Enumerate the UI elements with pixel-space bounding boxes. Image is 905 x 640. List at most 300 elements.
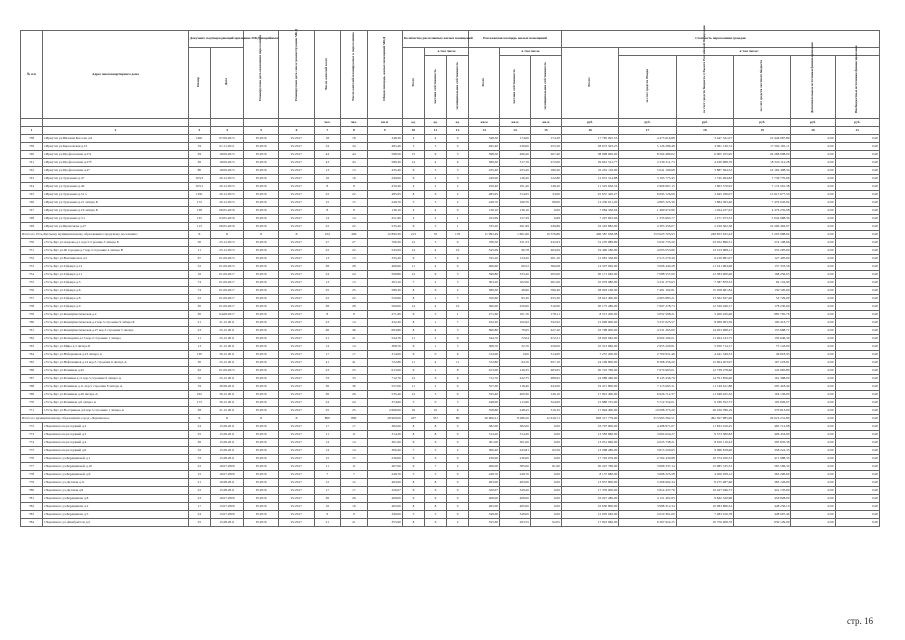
- cell-no: 21: [188, 479, 210, 487]
- cell-c4: 75 143,00: [734, 343, 791, 351]
- cell-pl: IV.2016: [243, 223, 278, 231]
- header-document: Документ, подтверждающий признание МКД аварийным: [188, 31, 243, 48]
- cell-a1: 335,20: [469, 255, 500, 263]
- cell-pr: 8: [424, 479, 446, 487]
- cell-c2: 4 531 265,00: [619, 327, 676, 335]
- cell-c6: 0,00: [835, 135, 879, 143]
- cell-pr: 0: [424, 399, 446, 407]
- cell-pl: IV.2016: [243, 247, 278, 255]
- cell-a2: 157,29: [500, 215, 531, 223]
- cell-area: 535,20: [367, 223, 402, 231]
- cell-c3: 15 058 661,84: [676, 287, 733, 295]
- table-row: [21, 207, 880, 215]
- cell-pl: IV.2016: [243, 207, 278, 215]
- row-address: г.Иркутск ул.Тургенева д.21 литера Б: [43, 199, 189, 207]
- cell-rp: 14: [341, 343, 367, 351]
- cell-no: 19: [188, 143, 210, 151]
- column-number: 8: [341, 127, 367, 135]
- cell-c6: 0,00: [835, 207, 879, 215]
- cell-rp: 11: [341, 463, 367, 471]
- row-number: 783: [21, 511, 43, 519]
- cell-area: 382,00: [367, 423, 402, 431]
- cell-pr: 2: [424, 335, 446, 343]
- cell-a2: 409,30: [500, 391, 531, 399]
- cell-a2: 49,90: [500, 287, 531, 295]
- cell-all: 9: [402, 367, 424, 375]
- cell-res: 43: [314, 159, 340, 167]
- cell-c2: 4 473 616,88: [619, 135, 676, 143]
- cell-dt: 01.09.2017: [210, 279, 243, 287]
- cell-a2: 329,20: [500, 487, 531, 495]
- cell-res: 8: [314, 207, 340, 215]
- row-address: г.Черемхово ул.Бердникова д.8: [43, 495, 189, 503]
- row-address: г.Усть-Кут ул.Набережная д.23 литера А: [43, 351, 189, 359]
- cell-dt: 30.12.2015: [210, 191, 243, 199]
- cell-a1: 463,00: [469, 479, 500, 487]
- row-number: 744: [21, 183, 43, 191]
- table-row: [21, 519, 880, 527]
- cell-res: 8: [314, 183, 340, 191]
- row-number: 747: [21, 207, 43, 215]
- cell-c4: 7 736 770,06: [734, 175, 791, 183]
- cell-c1: 17 991 400,00: [561, 391, 618, 399]
- cell-pl: IV.2016: [243, 287, 278, 295]
- cell-a2: 72,04: [500, 335, 531, 343]
- cell-pl: IV.2016: [243, 431, 278, 439]
- cell-pr: 0: [424, 351, 446, 359]
- cell-area: 249,70: [367, 471, 402, 479]
- cell-all: 9: [402, 495, 424, 503]
- cell-area: 613,00: [367, 367, 402, 375]
- row-address: г.Усть-Кут ул.Речников д.45: [43, 367, 189, 375]
- cell-res: 24: [314, 399, 340, 407]
- cell-all: 5: [402, 511, 424, 519]
- cell-pr: 8: [424, 503, 446, 511]
- cell-a1: 557,00: [469, 383, 500, 391]
- cell-all: 8: [402, 327, 424, 335]
- cell-c3: 10 083 896,34: [676, 503, 733, 511]
- cell-rp: 25: [341, 287, 367, 295]
- cell-a1: 320,07: [469, 487, 500, 495]
- cell-a3: 332,92: [530, 319, 561, 327]
- cell-a1: 236,00: [469, 455, 500, 463]
- table-row: [21, 391, 880, 399]
- cell-pr: 1: [424, 319, 446, 327]
- cell-res: 800: [314, 415, 340, 423]
- cell-c4: 376 813,00: [734, 407, 791, 415]
- cell-c5: 0,00: [791, 191, 835, 199]
- cell-a3: 149,20: [530, 183, 561, 191]
- cell-a1: 20 906,21: [469, 415, 500, 423]
- header-planned-date: Планируемая дата окончания переселения: [243, 31, 278, 119]
- cell-rp: 22: [341, 295, 367, 303]
- cell-c1: 12 005 040,00: [561, 511, 618, 519]
- cell-no: 24: [188, 511, 210, 519]
- header-area-incl: в том числе: [500, 48, 562, 56]
- cell-c6: 0,00: [835, 247, 879, 255]
- cell-mu: 2: [447, 199, 469, 207]
- cell-a2: 333,20: [500, 271, 531, 279]
- cell-pr: 3: [424, 391, 446, 399]
- cell-rp: 14: [341, 447, 367, 455]
- cell-c5: 0,00: [791, 495, 835, 503]
- cell-c4: 105 826,07: [734, 399, 791, 407]
- cell-rp: 24: [341, 271, 367, 279]
- cell-c3: 3 645 186,07: [676, 191, 733, 199]
- cell-area: 463,00: [367, 479, 402, 487]
- cell-dt: 25.12.2011: [210, 359, 243, 367]
- cell-a2: 236,00: [500, 455, 531, 463]
- cell-rp: 7: [341, 471, 367, 479]
- cell-a1: 544,70: [469, 335, 500, 343]
- cell-pr: 4: [424, 303, 446, 311]
- table-row: [21, 399, 880, 407]
- cell-mu: 3: [447, 151, 469, 159]
- cell-c2: 2 513 279,39: [619, 255, 676, 263]
- column-number: 5: [243, 127, 278, 135]
- cell-c4: 161 368,00: [734, 375, 791, 383]
- cell-pr: 2: [424, 279, 446, 287]
- cell-c4: 395 835,36: [734, 439, 791, 447]
- cell-pr: 5: [424, 223, 446, 231]
- cell-mu: 6: [447, 351, 469, 359]
- header-num: № п/п: [21, 31, 43, 119]
- cell-rp: 43: [341, 159, 367, 167]
- cell-c2: 3 604 024,27: [619, 431, 676, 439]
- cell-mu: 9: [447, 263, 469, 271]
- cell-pr: 2: [424, 175, 446, 183]
- cell-c4: 274 108,66: [734, 239, 791, 247]
- cell-all: 6: [402, 311, 424, 319]
- cell-c3: 8 275 487,66: [676, 479, 733, 487]
- cell-c1: 13 268 280,00: [561, 447, 618, 455]
- cell-c5: 0,00: [791, 271, 835, 279]
- cell-c4: 197 223,81: [734, 359, 791, 367]
- cell-dem: IV.2017: [279, 487, 314, 495]
- cell-mu: 0: [447, 423, 469, 431]
- cell-dt: 16.07.2000: [210, 471, 243, 479]
- cell-c4: 465 712,08: [734, 423, 791, 431]
- cell-a3: 483,65: [530, 367, 561, 375]
- cell-no: 1291: [188, 191, 210, 199]
- row-address: г.Иркутск ул.Березовская д.13: [43, 143, 189, 151]
- cell-no: X: [188, 415, 210, 423]
- cell-rp: 800: [341, 415, 367, 423]
- cell-no: 32: [188, 447, 210, 455]
- cell-a3: 89,00: [530, 199, 561, 207]
- table-row: [21, 167, 880, 175]
- cell-no: 16: [188, 271, 210, 279]
- cell-all: 15: [402, 151, 424, 159]
- cell-dem: IV.2017: [279, 431, 314, 439]
- cell-pl: IV.2016: [243, 479, 278, 487]
- row-number: 749: [21, 223, 43, 231]
- cell-c5: 0,00: [791, 151, 835, 159]
- cell-mu: 9: [447, 383, 469, 391]
- cell-no: 15: [188, 471, 210, 479]
- cell-mu: 3: [447, 167, 469, 175]
- table-row: [21, 479, 880, 487]
- cell-all: 8: [402, 295, 424, 303]
- table-row: [21, 151, 880, 159]
- cell-no: 20: [188, 303, 210, 311]
- cell-dem: IV.2017: [279, 239, 314, 247]
- column-number: 15: [530, 127, 561, 135]
- cell-c1: 24 199 800,00: [561, 359, 618, 367]
- cell-c1: 17 792 076,00: [561, 455, 618, 463]
- cell-no: 103/1: [188, 183, 210, 191]
- cell-c5: 0,00: [791, 519, 835, 527]
- cell-mu: 2: [447, 191, 469, 199]
- row-number: 750: [21, 239, 43, 247]
- cell-pl: IV.2016: [243, 375, 278, 383]
- row-number: 756: [21, 287, 43, 295]
- cell-c1: 406 587 038,08: [561, 231, 618, 239]
- cell-pr: 35: [424, 231, 446, 239]
- cell-c2: 7 113 063,31: [619, 383, 676, 391]
- cell-area: 599,80: [367, 271, 402, 279]
- cell-c2: 3 193 773,45: [619, 175, 676, 183]
- cell-dem: IV.2017: [279, 455, 314, 463]
- cell-dt: 06.05.2016: [210, 207, 243, 215]
- cell-dt: 15.09.2011: [210, 431, 243, 439]
- table-row: [21, 311, 880, 319]
- cell-c5: 0,00: [791, 295, 835, 303]
- row-address: г.Черемхово ул.Детская д.11: [43, 479, 189, 487]
- row-number: 763: [21, 343, 43, 351]
- cell-pr: 4: [424, 263, 446, 271]
- cell-all: 11: [402, 359, 424, 367]
- cell-c6: 0,00: [835, 503, 879, 511]
- cell-res: 14: [314, 439, 340, 447]
- cell-res: 34: [314, 143, 340, 151]
- cell-a1: 308,70: [469, 343, 500, 351]
- cell-all: 3: [402, 143, 424, 151]
- cell-a1: 408,00: [469, 495, 500, 503]
- table-row: [21, 295, 880, 303]
- column-number: 18: [676, 127, 733, 135]
- cell-dt: 25.12.2013: [210, 247, 243, 255]
- column-number: 14: [500, 127, 531, 135]
- cell-a2: 239,00: [500, 143, 531, 151]
- cell-all: 12: [402, 239, 424, 247]
- cell-c6: 0,00: [835, 143, 879, 151]
- table-row: [21, 439, 880, 447]
- cell-pl: IV.2016: [243, 311, 278, 319]
- cell-c4: 16 182 408,34: [734, 167, 791, 175]
- cell-dt: 21.12.2011: [210, 319, 243, 327]
- table-row: [21, 503, 880, 511]
- cell-dem: IV.2017: [279, 223, 314, 231]
- cell-c6: 0,00: [835, 375, 879, 383]
- cell-pl: IV.2016: [243, 463, 278, 471]
- cell-pr: 8: [424, 423, 446, 431]
- row-number: 775: [21, 447, 43, 455]
- cell-pr: 6: [424, 375, 446, 383]
- cell-pl: IV.2016: [243, 263, 278, 271]
- cell-rp: 8: [341, 183, 367, 191]
- cell-no: 173: [188, 399, 210, 407]
- cell-no: 103/3: [188, 175, 210, 183]
- cell-a3: 92,05: [530, 519, 561, 527]
- row-address: г.Иркутск ул.Низовая Богоска д.6: [43, 135, 189, 143]
- cell-c1: 15 886 725,00: [561, 399, 618, 407]
- cell-c6: 0,00: [835, 151, 879, 159]
- cell-pl: IV.2016: [243, 159, 278, 167]
- cell-pr: 7: [424, 463, 446, 471]
- cell-pl: IV.2016: [243, 279, 278, 287]
- cell-a1: 314,00: [469, 351, 500, 359]
- header-area-group: Расселяемая площадь жилых помещений: [469, 31, 562, 48]
- cell-c5: 0,00: [791, 423, 835, 431]
- cell-a3: 178,11: [530, 311, 561, 319]
- cell-c1: 11 525 656,54: [561, 183, 618, 191]
- cell-pl: IV.2016: [243, 167, 278, 175]
- unit-cell: руб.: [561, 119, 618, 127]
- cell-a3: 249,89: [530, 223, 561, 231]
- cell-c6: 0,00: [835, 255, 879, 263]
- table-row: [21, 343, 880, 351]
- cell-c1: 17 765 005,53: [561, 135, 618, 143]
- row-number: 757: [21, 295, 43, 303]
- cell-pl: IV.2016: [243, 447, 278, 455]
- row-number: 770: [21, 399, 43, 407]
- cell-c4: 985 765,76: [734, 311, 791, 319]
- cell-rp: 14: [341, 439, 367, 447]
- row-address: г.Черемхово пер.Садовый д.6: [43, 447, 189, 455]
- cell-c5: 0,00: [791, 463, 835, 471]
- cell-a3: 443,00: [530, 383, 561, 391]
- cell-a2: 263,55: [500, 519, 531, 527]
- cell-a1: 349,00: [469, 511, 500, 519]
- cell-mu: 0: [447, 455, 469, 463]
- cell-c2: 5 041 199,68: [619, 167, 676, 175]
- cell-c5: 0,00: [791, 223, 835, 231]
- table-row: [21, 175, 880, 183]
- row-address: г.Усть-Кут ул.Коммунистическая д.2 кор.5 строение 9 литера Б: [43, 319, 189, 327]
- cell-c5: 0,00: [791, 327, 835, 335]
- row-number: 781: [21, 495, 43, 503]
- row-address: г.Усть-Кут ул.Мира д.3 литера Б: [43, 343, 189, 351]
- cell-res: 7: [314, 471, 340, 479]
- cell-c5: 0,00: [791, 231, 835, 239]
- cell-c6: 0,00: [835, 335, 879, 343]
- cell-pr: 6: [424, 439, 446, 447]
- cell-c2: 7 667 278,73: [619, 303, 676, 311]
- cell-res: 26: [314, 391, 340, 399]
- cell-mu: 2: [447, 287, 469, 295]
- cell-all: 14: [402, 303, 424, 311]
- column-number: 9: [367, 127, 402, 135]
- cell-c5: 0,00: [791, 263, 835, 271]
- cell-mu: 176: [447, 231, 469, 239]
- cell-a1: 589,30: [469, 159, 500, 167]
- cell-res: 22: [314, 223, 340, 231]
- cell-dt: 01.09.2017: [210, 295, 243, 303]
- cell-pl: X: [243, 415, 278, 423]
- cell-c5: 0,00: [791, 351, 835, 359]
- cell-res: 18: [314, 135, 340, 143]
- cell-c1: 14 507 920,00: [561, 263, 618, 271]
- table-row: [21, 455, 880, 463]
- cell-area: 432,20: [367, 319, 402, 327]
- cell-area: 26 900,00: [367, 415, 402, 423]
- cell-rp: 34: [341, 143, 367, 151]
- cell-area: 249,70: [367, 199, 402, 207]
- cell-dem: IV.2017: [279, 391, 314, 399]
- cell-c2: 5 126 286,48: [619, 143, 676, 151]
- cell-res: 16: [314, 503, 340, 511]
- cell-a3: 33,00: [530, 191, 561, 199]
- cell-dt: 21.12.2011: [210, 407, 243, 415]
- column-number: 19: [734, 127, 791, 135]
- cell-c1: 17 823 960,00: [561, 519, 618, 527]
- table-row: [21, 215, 880, 223]
- cell-c6: 0,00: [835, 167, 879, 175]
- table-row: [21, 375, 880, 383]
- cell-all: 4: [402, 207, 424, 215]
- cell-a1: 249,70: [469, 199, 500, 207]
- cell-a1: 466,60: [469, 263, 500, 271]
- cell-mu: 10: [447, 247, 469, 255]
- cell-c1: 28 093 160,00: [561, 287, 618, 295]
- unit-cell: руб.: [835, 119, 879, 127]
- cell-a3: 0,00: [530, 207, 561, 215]
- cell-pl: IV.2016: [243, 191, 278, 199]
- row-number: 755: [21, 279, 43, 287]
- cell-all: 5: [402, 399, 424, 407]
- row-address: г.Усть-Кут ул.Речников д.11 кор.5 строение 8 литера А: [43, 383, 189, 391]
- cell-area: 589,30: [367, 159, 402, 167]
- unit-cell: руб.: [791, 119, 835, 127]
- cell-c3: 1 803 576,93: [676, 183, 733, 191]
- cell-rp: 18: [341, 135, 367, 143]
- cell-area: 12 890,30: [367, 231, 402, 239]
- cell-pr: 10: [424, 407, 446, 415]
- cell-c2: 4 019 361,00: [619, 511, 676, 519]
- cell-c4: 333 295,00: [734, 247, 791, 255]
- cell-c1: 15 096 900,00: [561, 319, 618, 327]
- row-address: г.Усть-Кут ул.Вонтикеллаз д.5: [43, 255, 189, 263]
- cell-a1: 722,80: [469, 359, 500, 367]
- table-row: [21, 239, 880, 247]
- cell-c1: 10 313 660,00: [561, 343, 618, 351]
- cell-c3: 7 483 016,78: [676, 511, 733, 519]
- cell-dem: IV.2017: [279, 319, 314, 327]
- row-number: 780: [21, 487, 43, 495]
- cell-pl: IV.2016: [243, 239, 278, 247]
- cell-res: 25: [314, 287, 340, 295]
- table-row: [21, 199, 880, 207]
- row-number: 773: [21, 431, 43, 439]
- cell-c3: 5 400 220,00: [676, 311, 733, 319]
- cell-c4: 363 296,60: [734, 471, 791, 479]
- cell-c4: 137 333,56: [734, 263, 791, 271]
- cell-c2: 1 469 672,80: [619, 207, 676, 215]
- cell-a1: 306,40: [469, 447, 500, 455]
- cell-pl: IV.2016: [243, 399, 278, 407]
- cell-c4: 4 476 235,08: [734, 207, 791, 215]
- cell-a2: 463,00: [500, 479, 531, 487]
- cell-c3: 248 853 635,43: [676, 231, 733, 239]
- cell-area: 598,50: [367, 151, 402, 159]
- cell-pl: IV.2016: [243, 439, 278, 447]
- row-address: г.Черемхово пер.Садовый д.2: [43, 423, 189, 431]
- cell-c6: 0,00: [835, 455, 879, 463]
- cell-c6: 0,00: [835, 447, 879, 455]
- cell-no: 23: [188, 327, 210, 335]
- cell-c1: 25 201 116,00: [561, 167, 618, 175]
